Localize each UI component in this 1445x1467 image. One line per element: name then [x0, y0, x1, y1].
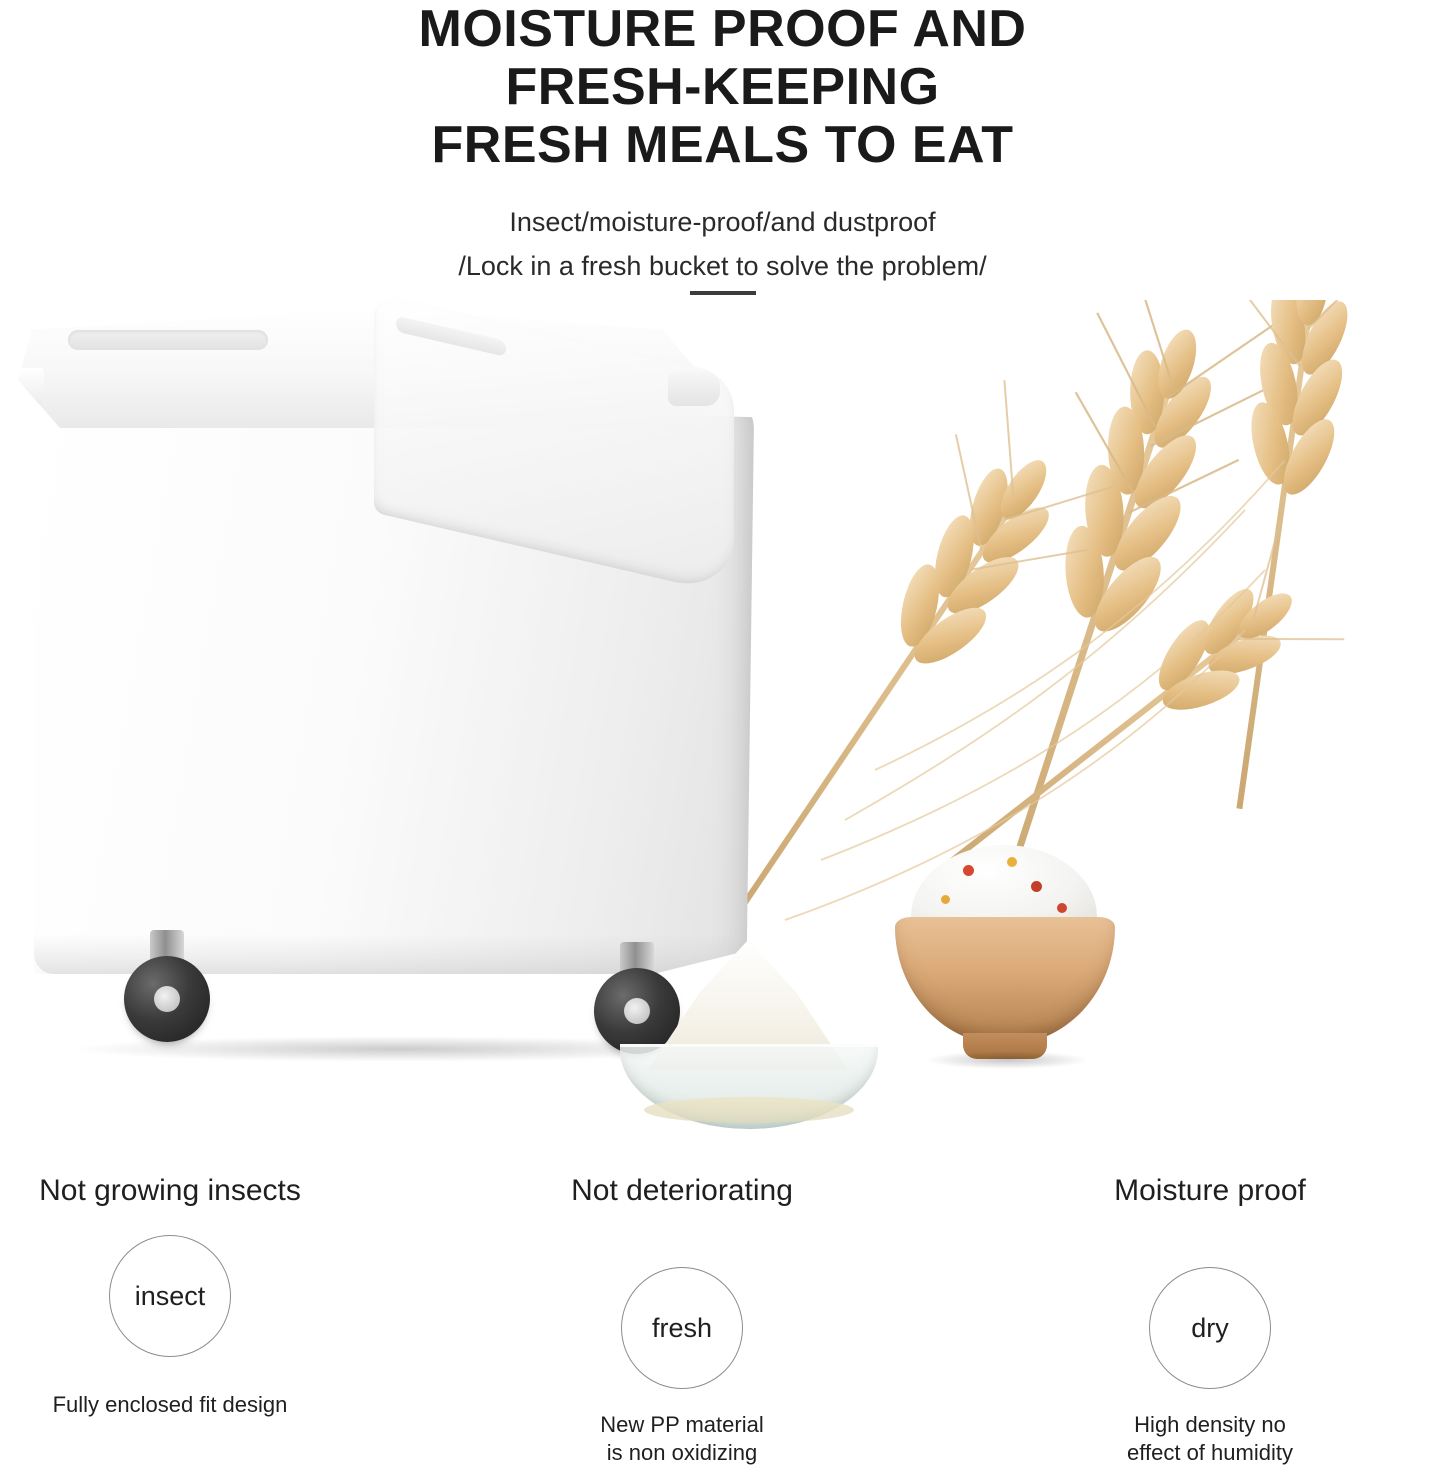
feature-caption-line: Fully enclosed fit design [52, 1392, 288, 1417]
feature-caption [472, 1411, 892, 1467]
feature-caption [1000, 1411, 1420, 1467]
headline-line-3: FRESH MEALS TO EAT [431, 116, 1014, 174]
rice-topping-red [1031, 881, 1042, 892]
subtitle-line-1: Insect/moisture-proof/and dustproof [509, 207, 936, 237]
headline-line-1: MOISTURE PROOF AND [418, 0, 1027, 58]
caster-hub [154, 986, 180, 1012]
lid-side-tab [4, 368, 44, 408]
lid-groove [68, 330, 268, 350]
feature-item-dry [1000, 1173, 1420, 1467]
feature-list [0, 1145, 1445, 1465]
divider-rule [690, 291, 756, 295]
feature-item-fresh [472, 1173, 892, 1467]
subtitle-line-2: /Lock in a fresh bucket to solve the problem/ [458, 251, 987, 281]
bowl-shadow [925, 1051, 1089, 1069]
rice-container [18, 308, 778, 1048]
rice-topping-red [963, 865, 974, 876]
feature-title: Not growing insects [39, 1174, 301, 1207]
feature-title: Moisture proof [1114, 1174, 1306, 1207]
rice-topping-yellow [941, 895, 950, 904]
feature-title: Not deteriorating [571, 1174, 793, 1207]
feature-caption-line: is non oxidizing [606, 1440, 758, 1465]
feature-badge-label: dry [1191, 1312, 1229, 1343]
subtitle [0, 200, 1445, 288]
flour-bowl [620, 940, 880, 1125]
wooden-bowl [895, 917, 1115, 1045]
feature-item-insect [0, 1173, 380, 1419]
headline-line-2: FRESH-KEEPING [505, 58, 940, 116]
glass-bowl [620, 1044, 878, 1129]
feature-caption-line: effect of humidity [1127, 1440, 1293, 1465]
rice-bowl [895, 845, 1115, 1075]
rice-topping-red [1057, 903, 1067, 913]
product-scene [0, 300, 1445, 1150]
caster-wheel-left [124, 930, 210, 1042]
feature-badge [109, 1235, 231, 1357]
lid-latch [668, 372, 720, 406]
feature-badge-label: fresh [651, 1312, 713, 1343]
feature-badge [1149, 1267, 1271, 1389]
page-title [0, 0, 1445, 174]
feature-caption-line: New PP material [600, 1412, 764, 1437]
feature-caption-line: High density no [1134, 1412, 1286, 1437]
rice-topping-yellow [1007, 857, 1017, 867]
feature-badge-label: insect [134, 1280, 206, 1311]
feature-badge [621, 1267, 743, 1389]
feature-caption [0, 1391, 380, 1419]
